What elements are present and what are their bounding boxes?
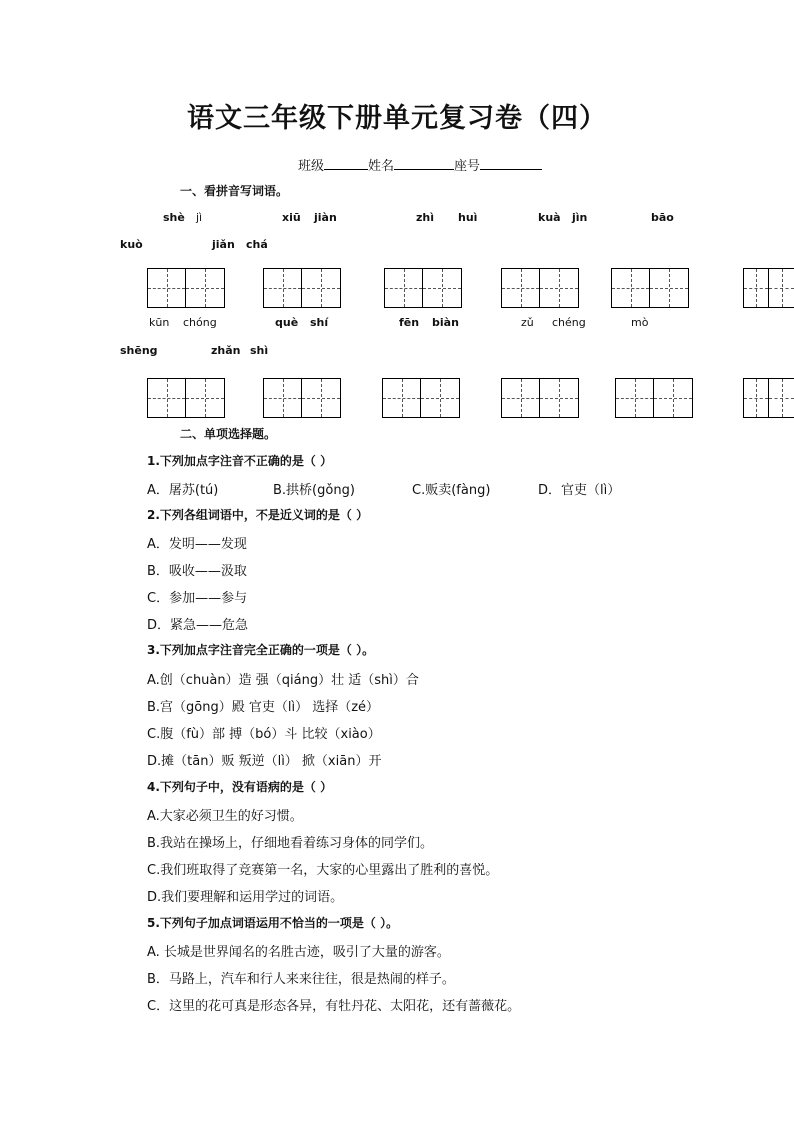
q5-option-b: B．马路上，汽车和行人来来往往，很是热闹的样子。 bbox=[147, 972, 455, 987]
q5-option-c: C．这里的花可真是形态各异，有牡丹花、太阳花，还有蔷薇花。 bbox=[147, 999, 521, 1014]
question-1: 1.下列加点字注音不正确的是（ ） bbox=[147, 454, 333, 468]
class-label: 班级 bbox=[298, 159, 325, 174]
writing-grid[interactable] bbox=[147, 378, 225, 418]
pinyin: zǔ bbox=[521, 316, 534, 329]
grid-cell[interactable] bbox=[385, 269, 423, 307]
pinyin: zhì bbox=[416, 211, 435, 224]
grid-cell[interactable] bbox=[502, 269, 540, 307]
grid-cell[interactable] bbox=[302, 379, 340, 417]
grid-cell[interactable] bbox=[186, 379, 224, 417]
question-4: 4.下列句子中，没有语病的是（ ） bbox=[147, 780, 333, 794]
writing-grid[interactable] bbox=[382, 378, 460, 418]
grid-cell[interactable] bbox=[302, 269, 340, 307]
q4-option-b: B.我站在操场上，仔细地看着练习身体的同学们。 bbox=[147, 836, 434, 851]
writing-grid[interactable] bbox=[611, 268, 689, 308]
grid-cell[interactable] bbox=[186, 269, 224, 307]
grid-cell[interactable] bbox=[264, 269, 302, 307]
pinyin: bāo bbox=[651, 211, 674, 224]
grid-cell[interactable] bbox=[744, 379, 769, 417]
q2-option-d: D．紧急——危急 bbox=[147, 618, 249, 633]
q3-option-b: B.宫（gōng）殿 官吏（lì） 选择（zé） bbox=[147, 700, 380, 715]
writing-grid[interactable] bbox=[501, 378, 579, 418]
pinyin: shì bbox=[250, 344, 269, 357]
grid-cell[interactable] bbox=[423, 269, 461, 307]
writing-grid[interactable] bbox=[384, 268, 462, 308]
pinyin: mò bbox=[631, 316, 649, 329]
writing-grid[interactable] bbox=[263, 268, 341, 308]
grid-cell[interactable] bbox=[612, 269, 650, 307]
writing-grid[interactable] bbox=[615, 378, 693, 418]
pinyin: shè bbox=[163, 211, 185, 224]
section1-heading: 一、看拼音写词语。 bbox=[180, 184, 289, 198]
pinyin: kuò bbox=[120, 238, 143, 251]
name-blank[interactable] bbox=[394, 157, 454, 170]
pinyin: què bbox=[275, 316, 299, 329]
student-info-line bbox=[298, 155, 542, 174]
question-3: 3.下列加点字注音完全正确的一项是（ ）。 bbox=[147, 643, 375, 657]
grid-cell[interactable] bbox=[769, 379, 794, 417]
writing-grid[interactable] bbox=[501, 268, 579, 308]
grid-cell[interactable] bbox=[540, 379, 578, 417]
grid-cell[interactable] bbox=[421, 379, 459, 417]
class-blank[interactable] bbox=[324, 157, 368, 170]
pinyin: chéng bbox=[552, 316, 586, 329]
q1-option-d: D．官吏（lì） bbox=[538, 483, 621, 498]
name-label: 姓名 bbox=[368, 159, 395, 174]
pinyin: zhǎn bbox=[211, 344, 241, 357]
writing-grid[interactable] bbox=[743, 378, 794, 418]
q2-option-b: B．吸收——汲取 bbox=[147, 564, 247, 579]
grid-cell[interactable] bbox=[616, 379, 654, 417]
q5-option-a: A. 长城是世界闻名的名胜古迹，吸引了大量的游客。 bbox=[147, 945, 450, 960]
pinyin: shí bbox=[310, 316, 329, 329]
grid-cell[interactable] bbox=[654, 379, 692, 417]
grid-cell[interactable] bbox=[769, 269, 794, 307]
q2-option-c: C．参加——参与 bbox=[147, 591, 248, 606]
q3-option-d: D.摊（tān）贩 叛逆（lì） 掀（xiān）开 bbox=[147, 754, 382, 769]
pinyin: jì bbox=[196, 211, 203, 224]
grid-cell[interactable] bbox=[744, 269, 769, 307]
writing-grid[interactable] bbox=[263, 378, 341, 418]
section2-heading: 二、单项选择题。 bbox=[180, 427, 277, 441]
q3-option-a: A.创（chuàn）造 强（qiáng）壮 适（shì）合 bbox=[147, 673, 419, 688]
pinyin: biàn bbox=[432, 316, 459, 329]
seat-blank[interactable] bbox=[480, 157, 542, 170]
grid-cell[interactable] bbox=[148, 269, 186, 307]
question-2: 2.下列各组词语中，不是近义词的是（ ） bbox=[147, 508, 369, 522]
grid-cell[interactable] bbox=[383, 379, 421, 417]
grid-cell[interactable] bbox=[650, 269, 688, 307]
pinyin: chóng bbox=[183, 316, 217, 329]
q3-option-c: C.腹（fù）部 搏（bó）斗 比较（xiào） bbox=[147, 727, 381, 742]
pinyin: kūn bbox=[149, 316, 170, 329]
grid-cell[interactable] bbox=[540, 269, 578, 307]
pinyin: shēng bbox=[120, 344, 158, 357]
q4-option-d: D.我们要理解和运用学过的词语。 bbox=[147, 890, 344, 905]
pinyin: fēn bbox=[399, 316, 420, 329]
q1-option-a: A．屠苏(tú) bbox=[147, 483, 219, 498]
q1-option-b: B.拱桥(gǒng) bbox=[273, 483, 355, 498]
grid-cell[interactable] bbox=[502, 379, 540, 417]
pinyin: xiū bbox=[282, 211, 301, 224]
q2-option-a: A．发明——发现 bbox=[147, 537, 247, 552]
question-5: 5.下列句子加点词语运用不恰当的一项是（ ）。 bbox=[147, 916, 399, 930]
page-title: 语文三年级下册单元复习卷（四） bbox=[187, 103, 607, 134]
q4-option-a: A.大家必须卫生的好习惯。 bbox=[147, 809, 303, 824]
seat-label: 座号 bbox=[454, 159, 481, 174]
writing-grid[interactable] bbox=[743, 268, 794, 308]
pinyin: huì bbox=[458, 211, 478, 224]
pinyin: chá bbox=[246, 238, 268, 251]
writing-grid[interactable] bbox=[147, 268, 225, 308]
grid-cell[interactable] bbox=[148, 379, 186, 417]
pinyin: jiǎn bbox=[212, 238, 235, 251]
q1-option-c: C.贩卖(fàng) bbox=[412, 483, 491, 498]
pinyin: jiàn bbox=[314, 211, 337, 224]
grid-cell[interactable] bbox=[264, 379, 302, 417]
q4-option-c: C.我们班取得了竞赛第一名，大家的心里露出了胜利的喜悦。 bbox=[147, 863, 499, 878]
pinyin: jìn bbox=[572, 211, 588, 224]
pinyin: kuà bbox=[538, 211, 561, 224]
